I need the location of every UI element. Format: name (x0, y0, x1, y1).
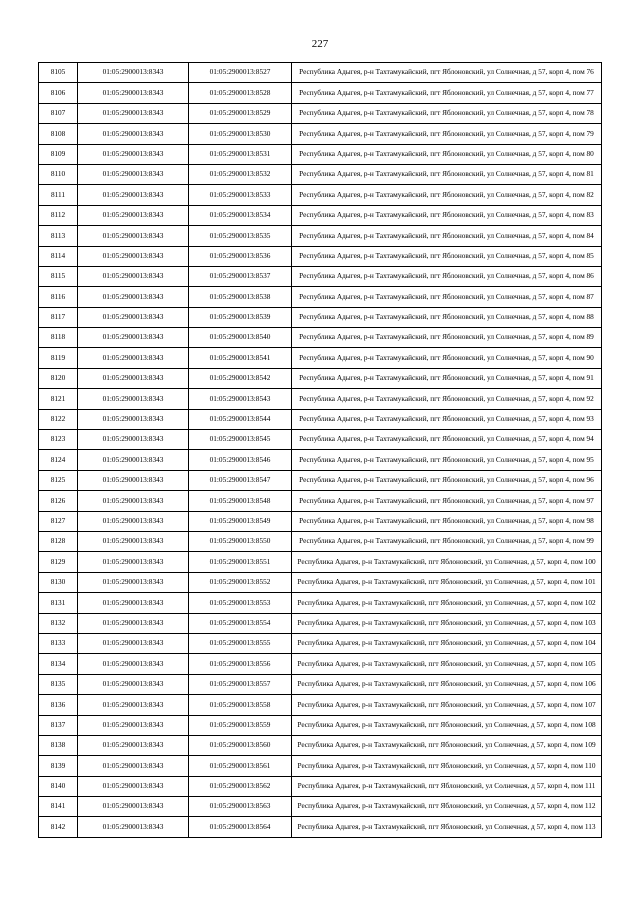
parent-cadastral-cell: 01:05:2900013:8343 (78, 491, 189, 511)
address-cell: Республика Адыгея, р-н Тахтамукайский, пгт Яблоновский, ул Солнечная, д 57, корп 4, пом 82 (292, 185, 602, 205)
cadastral-number-cell: 01:05:2900013:8554 (189, 613, 292, 633)
cadastral-number-cell: 01:05:2900013:8553 (189, 593, 292, 613)
cadastral-number-cell: 01:05:2900013:8550 (189, 531, 292, 551)
table-row (39, 226, 602, 246)
parent-cadastral-cell: 01:05:2900013:8343 (78, 593, 189, 613)
parent-cadastral-cell: 01:05:2900013:8343 (78, 776, 189, 796)
row-number-cell: 8116 (39, 287, 78, 307)
table-row (39, 593, 602, 613)
parent-cadastral-cell: 01:05:2900013:8343 (78, 430, 189, 450)
row-number-cell: 8133 (39, 633, 78, 653)
cadastral-number-cell: 01:05:2900013:8546 (189, 450, 292, 470)
parent-cadastral-cell: 01:05:2900013:8343 (78, 633, 189, 653)
row-number-cell: 8141 (39, 797, 78, 817)
cadastral-number-cell: 01:05:2900013:8541 (189, 348, 292, 368)
row-number-cell: 8124 (39, 450, 78, 470)
address-cell: Республика Адыгея, р-н Тахтамукайский, пгт Яблоновский, ул Солнечная, д 57, корп 4, пом 89 (292, 328, 602, 348)
parent-cadastral-cell: 01:05:2900013:8343 (78, 348, 189, 368)
parent-cadastral-cell: 01:05:2900013:8343 (78, 266, 189, 286)
parent-cadastral-cell: 01:05:2900013:8343 (78, 613, 189, 633)
table-row (39, 389, 602, 409)
table-row (39, 185, 602, 205)
address-cell: Республика Адыгея, р-н Тахтамукайский, пгт Яблоновский, ул Солнечная, д 57, корп 4, пом 101 (292, 572, 602, 592)
address-cell: Республика Адыгея, р-н Тахтамукайский, пгт Яблоновский, ул Солнечная, д 57, корп 4, пом 98 (292, 511, 602, 531)
row-number-cell: 8106 (39, 83, 78, 103)
address-cell: Республика Адыгея, р-н Тахтамукайский, пгт Яблоновский, ул Солнечная, д 57, корп 4, пом 94 (292, 430, 602, 450)
cadastral-number-cell: 01:05:2900013:8559 (189, 715, 292, 735)
cadastral-number-cell: 01:05:2900013:8527 (189, 63, 292, 83)
row-number-cell: 8121 (39, 389, 78, 409)
table-row (39, 715, 602, 735)
cadastral-number-cell: 01:05:2900013:8558 (189, 695, 292, 715)
table-row (39, 328, 602, 348)
parent-cadastral-cell: 01:05:2900013:8343 (78, 287, 189, 307)
address-cell: Республика Адыгея, р-н Тахтамукайский, пгт Яблоновский, ул Солнечная, д 57, корп 4, пом 107 (292, 695, 602, 715)
address-cell: Республика Адыгея, р-н Тахтамукайский, пгт Яблоновский, ул Солнечная, д 57, корп 4, пом 90 (292, 348, 602, 368)
address-cell: Республика Адыгея, р-н Тахтамукайский, пгт Яблоновский, ул Солнечная, д 57, корп 4, пом 106 (292, 674, 602, 694)
cadastral-number-cell: 01:05:2900013:8555 (189, 633, 292, 653)
cadastral-number-cell: 01:05:2900013:8530 (189, 124, 292, 144)
table-row (39, 674, 602, 694)
row-number-cell: 8105 (39, 63, 78, 83)
cadastral-number-cell: 01:05:2900013:8564 (189, 817, 292, 837)
row-number-cell: 8130 (39, 572, 78, 592)
address-cell: Республика Адыгея, р-н Тахтамукайский, пгт Яблоновский, ул Солнечная, д 57, корп 4, пом 102 (292, 593, 602, 613)
row-number-cell: 8135 (39, 674, 78, 694)
address-cell: Республика Адыгея, р-н Тахтамукайский, пгт Яблоновский, ул Солнечная, д 57, корп 4, пом 105 (292, 654, 602, 674)
parent-cadastral-cell: 01:05:2900013:8343 (78, 735, 189, 755)
table-row (39, 430, 602, 450)
cadastral-number-cell: 01:05:2900013:8535 (189, 226, 292, 246)
address-cell: Республика Адыгея, р-н Тахтамукайский, пгт Яблоновский, ул Солнечная, д 57, корп 4, пом 79 (292, 124, 602, 144)
table-row (39, 797, 602, 817)
parent-cadastral-cell: 01:05:2900013:8343 (78, 552, 189, 572)
parent-cadastral-cell: 01:05:2900013:8343 (78, 103, 189, 123)
cadastral-number-cell: 01:05:2900013:8528 (189, 83, 292, 103)
cadastral-number-cell: 01:05:2900013:8539 (189, 307, 292, 327)
address-cell: Республика Адыгея, р-н Тахтамукайский, пгт Яблоновский, ул Солнечная, д 57, корп 4, пом 109 (292, 735, 602, 755)
address-cell: Республика Адыгея, р-н Тахтамукайский, пгт Яблоновский, ул Солнечная, д 57, корп 4, пом 112 (292, 797, 602, 817)
parent-cadastral-cell: 01:05:2900013:8343 (78, 83, 189, 103)
cadastral-number-cell: 01:05:2900013:8547 (189, 470, 292, 490)
row-number-cell: 8117 (39, 307, 78, 327)
table-row (39, 817, 602, 837)
address-cell: Республика Адыгея, р-н Тахтамукайский, пгт Яблоновский, ул Солнечная, д 57, корп 4, пом 103 (292, 613, 602, 633)
parent-cadastral-cell: 01:05:2900013:8343 (78, 817, 189, 837)
cadastral-number-cell: 01:05:2900013:8537 (189, 266, 292, 286)
row-number-cell: 8139 (39, 756, 78, 776)
row-number-cell: 8113 (39, 226, 78, 246)
parent-cadastral-cell: 01:05:2900013:8343 (78, 226, 189, 246)
cadastral-number-cell: 01:05:2900013:8556 (189, 654, 292, 674)
row-number-cell: 8132 (39, 613, 78, 633)
row-number-cell: 8119 (39, 348, 78, 368)
cadastral-number-cell: 01:05:2900013:8562 (189, 776, 292, 796)
registry-table (38, 62, 602, 838)
row-number-cell: 8118 (39, 328, 78, 348)
parent-cadastral-cell: 01:05:2900013:8343 (78, 572, 189, 592)
table-body (39, 63, 602, 838)
parent-cadastral-cell: 01:05:2900013:8343 (78, 205, 189, 225)
address-cell: Республика Адыгея, р-н Тахтамукайский, пгт Яблоновский, ул Солнечная, д 57, корп 4, пом 84 (292, 226, 602, 246)
table-row (39, 735, 602, 755)
address-cell: Республика Адыгея, р-н Тахтамукайский, пгт Яблоновский, ул Солнечная, д 57, корп 4, пом 104 (292, 633, 602, 653)
parent-cadastral-cell: 01:05:2900013:8343 (78, 409, 189, 429)
row-number-cell: 8127 (39, 511, 78, 531)
table-row (39, 756, 602, 776)
row-number-cell: 8111 (39, 185, 78, 205)
parent-cadastral-cell: 01:05:2900013:8343 (78, 185, 189, 205)
parent-cadastral-cell: 01:05:2900013:8343 (78, 715, 189, 735)
page-number: 227 (311, 38, 329, 50)
parent-cadastral-cell: 01:05:2900013:8343 (78, 144, 189, 164)
cadastral-number-cell: 01:05:2900013:8538 (189, 287, 292, 307)
cadastral-number-cell: 01:05:2900013:8552 (189, 572, 292, 592)
table-row (39, 613, 602, 633)
table-row (39, 164, 602, 184)
address-cell: Республика Адыгея, р-н Тахтамукайский, пгт Яблоновский, ул Солнечная, д 57, корп 4, пом 83 (292, 205, 602, 225)
cadastral-number-cell: 01:05:2900013:8544 (189, 409, 292, 429)
table-row (39, 205, 602, 225)
cadastral-number-cell: 01:05:2900013:8540 (189, 328, 292, 348)
table-row (39, 124, 602, 144)
cadastral-number-cell: 01:05:2900013:8551 (189, 552, 292, 572)
address-cell: Республика Адыгея, р-н Тахтамукайский, пгт Яблоновский, ул Солнечная, д 57, корп 4, пом 108 (292, 715, 602, 735)
address-cell: Республика Адыгея, р-н Тахтамукайский, пгт Яблоновский, ул Солнечная, д 57, корп 4, пом 81 (292, 164, 602, 184)
parent-cadastral-cell: 01:05:2900013:8343 (78, 695, 189, 715)
table-row (39, 266, 602, 286)
address-cell: Республика Адыгея, р-н Тахтамукайский, пгт Яблоновский, ул Солнечная, д 57, корп 4, пом 111 (292, 776, 602, 796)
address-cell: Республика Адыгея, р-н Тахтамукайский, пгт Яблоновский, ул Солнечная, д 57, корп 4, пом 99 (292, 531, 602, 551)
table-row (39, 531, 602, 551)
row-number-cell: 8108 (39, 124, 78, 144)
table-row (39, 450, 602, 470)
cadastral-number-cell: 01:05:2900013:8545 (189, 430, 292, 450)
parent-cadastral-cell: 01:05:2900013:8343 (78, 674, 189, 694)
row-number-cell: 8107 (39, 103, 78, 123)
parent-cadastral-cell: 01:05:2900013:8343 (78, 63, 189, 83)
address-cell: Республика Адыгея, р-н Тахтамукайский, пгт Яблоновский, ул Солнечная, д 57, корп 4, пом 100 (292, 552, 602, 572)
address-cell: Республика Адыгея, р-н Тахтамукайский, пгт Яблоновский, ул Солнечная, д 57, корп 4, пом 92 (292, 389, 602, 409)
table-row (39, 654, 602, 674)
table-row (39, 776, 602, 796)
row-number-cell: 8138 (39, 735, 78, 755)
cadastral-number-cell: 01:05:2900013:8533 (189, 185, 292, 205)
parent-cadastral-cell: 01:05:2900013:8343 (78, 450, 189, 470)
table-row (39, 307, 602, 327)
row-number-cell: 8128 (39, 531, 78, 551)
cadastral-number-cell: 01:05:2900013:8557 (189, 674, 292, 694)
address-cell: Республика Адыгея, р-н Тахтамукайский, пгт Яблоновский, ул Солнечная, д 57, корп 4, пом 96 (292, 470, 602, 490)
row-number-cell: 8137 (39, 715, 78, 735)
row-number-cell: 8136 (39, 695, 78, 715)
table-row (39, 572, 602, 592)
cadastral-number-cell: 01:05:2900013:8560 (189, 735, 292, 755)
cadastral-number-cell: 01:05:2900013:8561 (189, 756, 292, 776)
parent-cadastral-cell: 01:05:2900013:8343 (78, 164, 189, 184)
address-cell: Республика Адыгея, р-н Тахтамукайский, пгт Яблоновский, ул Солнечная, д 57, корп 4, пом 88 (292, 307, 602, 327)
cadastral-number-cell: 01:05:2900013:8531 (189, 144, 292, 164)
table-row (39, 368, 602, 388)
parent-cadastral-cell: 01:05:2900013:8343 (78, 797, 189, 817)
parent-cadastral-cell: 01:05:2900013:8343 (78, 124, 189, 144)
parent-cadastral-cell: 01:05:2900013:8343 (78, 368, 189, 388)
row-number-cell: 8120 (39, 368, 78, 388)
address-cell: Республика Адыгея, р-н Тахтамукайский, пгт Яблоновский, ул Солнечная, д 57, корп 4, пом 97 (292, 491, 602, 511)
table-row (39, 246, 602, 266)
cadastral-number-cell: 01:05:2900013:8548 (189, 491, 292, 511)
parent-cadastral-cell: 01:05:2900013:8343 (78, 328, 189, 348)
table-row (39, 287, 602, 307)
row-number-cell: 8126 (39, 491, 78, 511)
table-row (39, 144, 602, 164)
cadastral-number-cell: 01:05:2900013:8536 (189, 246, 292, 266)
address-cell: Республика Адыгея, р-н Тахтамукайский, пгт Яблоновский, ул Солнечная, д 57, корп 4, пом 85 (292, 246, 602, 266)
parent-cadastral-cell: 01:05:2900013:8343 (78, 654, 189, 674)
row-number-cell: 8112 (39, 205, 78, 225)
address-cell: Республика Адыгея, р-н Тахтамукайский, пгт Яблоновский, ул Солнечная, д 57, корп 4, пом 110 (292, 756, 602, 776)
row-number-cell: 8125 (39, 470, 78, 490)
row-number-cell: 8114 (39, 246, 78, 266)
address-cell: Республика Адыгея, р-н Тахтамукайский, пгт Яблоновский, ул Солнечная, д 57, корп 4, пом 80 (292, 144, 602, 164)
row-number-cell: 8134 (39, 654, 78, 674)
row-number-cell: 8115 (39, 266, 78, 286)
table-row (39, 348, 602, 368)
cadastral-number-cell: 01:05:2900013:8543 (189, 389, 292, 409)
table-row (39, 552, 602, 572)
table-row (39, 103, 602, 123)
row-number-cell: 8131 (39, 593, 78, 613)
address-cell: Республика Адыгея, р-н Тахтамукайский, пгт Яблоновский, ул Солнечная, д 57, корп 4, пом 87 (292, 287, 602, 307)
table-row (39, 63, 602, 83)
address-cell: Республика Адыгея, р-н Тахтамукайский, пгт Яблоновский, ул Солнечная, д 57, корп 4, пом 86 (292, 266, 602, 286)
cadastral-number-cell: 01:05:2900013:8532 (189, 164, 292, 184)
row-number-cell: 8129 (39, 552, 78, 572)
parent-cadastral-cell: 01:05:2900013:8343 (78, 246, 189, 266)
table-row (39, 633, 602, 653)
parent-cadastral-cell: 01:05:2900013:8343 (78, 389, 189, 409)
table-row (39, 511, 602, 531)
parent-cadastral-cell: 01:05:2900013:8343 (78, 470, 189, 490)
row-number-cell: 8142 (39, 817, 78, 837)
address-cell: Республика Адыгея, р-н Тахтамукайский, пгт Яблоновский, ул Солнечная, д 57, корп 4, пом 78 (292, 103, 602, 123)
cadastral-number-cell: 01:05:2900013:8529 (189, 103, 292, 123)
cadastral-number-cell: 01:05:2900013:8563 (189, 797, 292, 817)
row-number-cell: 8140 (39, 776, 78, 796)
row-number-cell: 8123 (39, 430, 78, 450)
table-row (39, 409, 602, 429)
parent-cadastral-cell: 01:05:2900013:8343 (78, 511, 189, 531)
parent-cadastral-cell: 01:05:2900013:8343 (78, 756, 189, 776)
row-number-cell: 8109 (39, 144, 78, 164)
table-row (39, 695, 602, 715)
address-cell: Республика Адыгея, р-н Тахтамукайский, пгт Яблоновский, ул Солнечная, д 57, корп 4, пом 91 (292, 368, 602, 388)
row-number-cell: 8122 (39, 409, 78, 429)
parent-cadastral-cell: 01:05:2900013:8343 (78, 307, 189, 327)
address-cell: Республика Адыгея, р-н Тахтамукайский, пгт Яблоновский, ул Солнечная, д 57, корп 4, пом 77 (292, 83, 602, 103)
row-number-cell: 8110 (39, 164, 78, 184)
cadastral-number-cell: 01:05:2900013:8542 (189, 368, 292, 388)
address-cell: Республика Адыгея, р-н Тахтамукайский, пгт Яблоновский, ул Солнечная, д 57, корп 4, пом 76 (292, 63, 602, 83)
parent-cadastral-cell: 01:05:2900013:8343 (78, 531, 189, 551)
address-cell: Республика Адыгея, р-н Тахтамукайский, пгт Яблоновский, ул Солнечная, д 57, корп 4, пом 95 (292, 450, 602, 470)
address-cell: Республика Адыгея, р-н Тахтамукайский, пгт Яблоновский, ул Солнечная, д 57, корп 4, пом 93 (292, 409, 602, 429)
cadastral-number-cell: 01:05:2900013:8549 (189, 511, 292, 531)
table-row (39, 491, 602, 511)
table-row (39, 470, 602, 490)
cadastral-number-cell: 01:05:2900013:8534 (189, 205, 292, 225)
address-cell: Республика Адыгея, р-н Тахтамукайский, пгт Яблоновский, ул Солнечная, д 57, корп 4, пом 113 (292, 817, 602, 837)
table-row (39, 83, 602, 103)
